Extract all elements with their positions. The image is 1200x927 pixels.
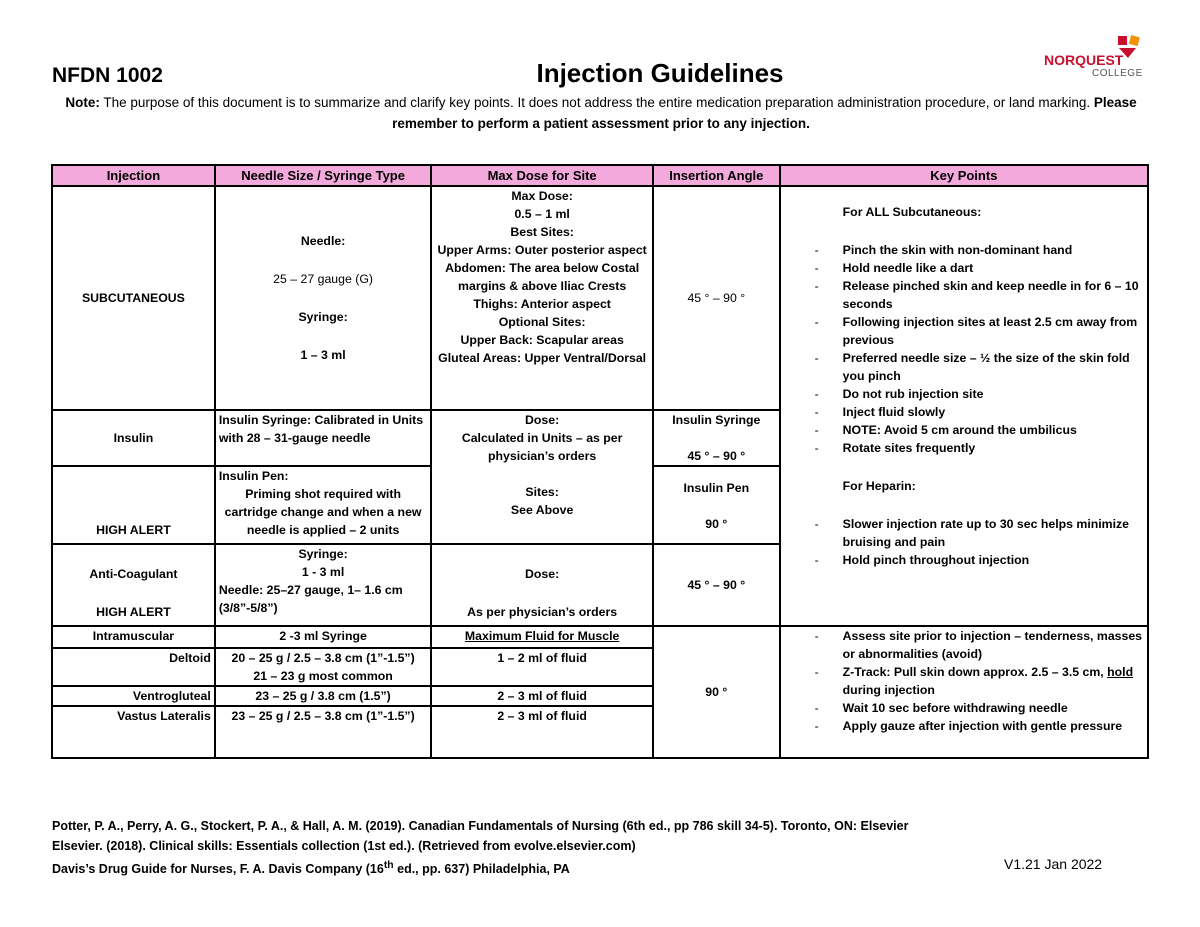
list-item: - Assess site prior to injection – tenderness, masses or abnormalities (avoid) xyxy=(791,627,1144,663)
angle-intramuscular: 90 ° xyxy=(653,626,780,758)
page-title: Injection Guidelines xyxy=(536,58,784,88)
angle-value: 90 ° xyxy=(705,517,728,531)
dose-ventrogluteal: 2 – 3 ml of fluid xyxy=(431,686,653,706)
dose-intramuscular-heading: Maximum Fluid for Muscle xyxy=(431,626,653,648)
dose-deltoid: 1 – 2 ml of fluid xyxy=(431,648,653,686)
needle-ventrogluteal: 23 – 25 g / 3.8 cm (1.5”) xyxy=(215,686,432,706)
dose-line: Upper Back: Scapular areas xyxy=(460,333,624,347)
reference-text-end: ed., pp. 637) Philadelphia, PA xyxy=(393,862,570,877)
injection-subcutaneous: SUBCUTANEOUS xyxy=(52,186,215,410)
ztrack-text: Z-Track: Pull skin down approx. 2.5 – 3.5 cm, xyxy=(842,665,1108,679)
note xyxy=(56,92,1146,134)
list-item: - Apply gauze after injection with gentle pressure xyxy=(791,717,1144,735)
key-points-list xyxy=(791,627,1144,735)
site-ventrogluteal: Ventrogluteal xyxy=(52,686,215,706)
needle-label: Needle: xyxy=(300,234,346,248)
dose-line: Best Sites: xyxy=(510,225,574,239)
reference-authors: Elsevier. (2018). xyxy=(52,839,150,853)
logo-text-college: COLLEGE xyxy=(1092,68,1143,79)
pen-label: Insulin Pen: xyxy=(218,469,289,483)
logo-text-norquest: NORQUEST xyxy=(1044,52,1124,68)
needle-text: 20 – 25 g / 2.5 – 3.8 cm (1”-1.5”) xyxy=(231,651,415,665)
key-points-heading-heparin: For Heparin: xyxy=(842,479,916,493)
dose-line: Gluteal Areas: Upper Ventral/Dorsal xyxy=(438,351,647,365)
sites-text: See Above xyxy=(510,503,574,517)
dose-label: Dose: xyxy=(525,567,560,581)
reference-elsevier xyxy=(52,836,908,856)
injection-anticoagulant xyxy=(52,544,215,626)
syringe-value: 1 - 3 ml xyxy=(301,565,345,579)
angle-label: Insulin Pen xyxy=(683,481,750,495)
table-row-intramuscular xyxy=(52,626,1148,648)
angle-insulin-pen xyxy=(653,466,780,544)
dose-subcutaneous xyxy=(431,186,653,410)
angle-subcutaneous: 45 ° – 90 ° xyxy=(653,186,780,410)
dose-line: Thighs: Anterior aspect xyxy=(473,297,611,311)
reference-text: Davis’s Drug Guide for Nurses, F. A. Davis Company (16 xyxy=(52,862,384,877)
needle-value: 25 – 27 gauge (G) xyxy=(273,272,373,286)
reference-potter xyxy=(52,816,908,836)
injection-insulin: Insulin xyxy=(52,410,215,466)
list-item: - Following injection sites at least 2.5 cm away from previous xyxy=(791,313,1144,349)
dose-label: Dose: xyxy=(525,413,560,427)
insulin-alert xyxy=(52,466,215,544)
note-label: Note: xyxy=(65,95,100,110)
anticoagulant-label: Anti-Coagulant xyxy=(89,567,178,581)
needle-intramuscular: 2 -3 ml Syringe xyxy=(215,626,432,648)
list-item: - Hold needle like a dart xyxy=(791,259,1144,277)
list-item xyxy=(791,663,1144,699)
site-deltoid: Deltoid xyxy=(52,648,215,686)
reference-title: Canadian Fundamentals of Nursing (6th ed., pp 786 skill 34-5). Toronto, ON: Elsevier xyxy=(408,819,909,833)
list-item: - Release pinched skin and keep needle in for 6 – 10 seconds xyxy=(791,277,1144,313)
syringe-label: Syringe: xyxy=(298,547,348,561)
course-code: NFDN 1002 xyxy=(52,64,163,87)
norquest-logo xyxy=(1040,34,1150,84)
references xyxy=(52,816,908,879)
dose-text: As per physician’s orders xyxy=(467,605,618,619)
version-label: V1.21 Jan 2022 xyxy=(1004,856,1103,872)
dose-line: Upper Arms: Outer posterior aspect xyxy=(437,243,647,257)
injection-table xyxy=(51,164,1149,759)
high-alert-label: HIGH ALERT xyxy=(96,605,171,619)
reference-sup: th xyxy=(383,860,394,871)
col-header-needle: Needle Size / Syringe Type xyxy=(215,165,432,186)
reference-title: Clinical skills: Essentials collection (1st ed.). (Retrieved from evolve.elsevier.com) xyxy=(149,839,636,853)
ztrack-hold: hold xyxy=(1107,665,1134,679)
col-header-injection: Injection xyxy=(52,165,215,186)
table-row-subcutaneous xyxy=(52,186,1148,410)
dose-line: Abdomen: The area below Costal margins & above Iliac Crests xyxy=(445,261,640,293)
list-item: - NOTE: Avoid 5 cm around the umbilicus xyxy=(791,421,1144,439)
angle-label: Insulin Syringe xyxy=(672,413,761,427)
list-item: - Rotate sites frequently xyxy=(791,439,1144,457)
needle-insulin-pen xyxy=(215,466,432,544)
high-alert-label: HIGH ALERT xyxy=(96,523,171,537)
list-item: - Slower injection rate up to 30 sec helps minimize bruising and pain xyxy=(791,515,1144,551)
reference-davis xyxy=(52,856,908,879)
col-header-key-points: Key Points xyxy=(780,165,1148,186)
note-text: The purpose of this document is to summarize and clarify key points. It does not address the entire medication preparation administration procedure, or land marking. xyxy=(99,95,1094,110)
list-item: - Inject fluid slowly xyxy=(791,403,1144,421)
key-points-intramuscular xyxy=(780,626,1148,758)
angle-insulin-syringe xyxy=(653,410,780,466)
pen-text: Priming shot required with cartridge change and when a new needle is applied – 2 units xyxy=(224,487,422,537)
needle-insulin-syringe: Insulin Syringe: Calibrated in Units with 28 – 31-gauge needle xyxy=(215,410,432,466)
needle-text: Needle: 25–27 gauge, 1– 1.6 cm (3/8”-5/8”) xyxy=(218,583,403,615)
key-points-list xyxy=(791,241,1144,457)
dose-vastus-lateralis: 2 – 3 ml of fluid xyxy=(431,706,653,758)
dose-insulin xyxy=(431,410,653,544)
list-item: - Do not rub injection site xyxy=(791,385,1144,403)
needle-anticoagulant xyxy=(215,544,432,626)
sites-label: Sites: xyxy=(525,485,559,499)
needle-deltoid xyxy=(215,648,432,686)
site-vastus-lateralis: Vastus Lateralis xyxy=(52,706,215,758)
syringe-value: 1 – 3 ml xyxy=(300,348,346,362)
dose-text: Calculated in Units – as per physician’s orders xyxy=(461,431,623,463)
syringe-label: Syringe: xyxy=(298,310,348,324)
note-emphasis: Please remember to perform a patient assessment prior to any injection. xyxy=(392,95,1137,131)
needle-subcutaneous xyxy=(215,186,432,410)
col-header-dose: Max Dose for Site xyxy=(431,165,653,186)
list-item: - Pinch the skin with non-dominant hand xyxy=(791,241,1144,259)
injection-intramuscular: Intramuscular xyxy=(52,626,215,648)
ztrack-text-end: during injection xyxy=(842,683,935,697)
list-item: - Preferred needle size – ½ the size of the skin fold you pinch xyxy=(791,349,1144,385)
dose-line: Optional Sites: xyxy=(498,315,586,329)
key-points-subcutaneous xyxy=(780,186,1148,626)
key-points-heading-all: For ALL Subcutaneous: xyxy=(842,205,982,219)
angle-value: 45 ° – 90 ° xyxy=(687,449,746,463)
key-points-list xyxy=(791,515,1144,569)
needle-common: 21 – 23 g most common xyxy=(253,669,393,683)
needle-vastus-lateralis: 23 – 25 g / 2.5 – 3.8 cm (1”-1.5”) xyxy=(215,706,432,758)
reference-authors: Potter, P. A., Perry, A. G., Stockert, P. A., & Hall, A. M. (2019). xyxy=(52,819,409,833)
dose-line: Max Dose: xyxy=(511,189,573,203)
list-item: - Hold pinch throughout injection xyxy=(791,551,1144,569)
col-header-angle: Insertion Angle xyxy=(653,165,780,186)
dose-line: 0.5 – 1 ml xyxy=(514,207,570,221)
table-header-row xyxy=(52,165,1148,186)
list-item: - Wait 10 sec before withdrawing needle xyxy=(791,699,1144,717)
dose-anticoagulant xyxy=(431,544,653,626)
angle-anticoagulant: 45 ° – 90 ° xyxy=(653,544,780,626)
